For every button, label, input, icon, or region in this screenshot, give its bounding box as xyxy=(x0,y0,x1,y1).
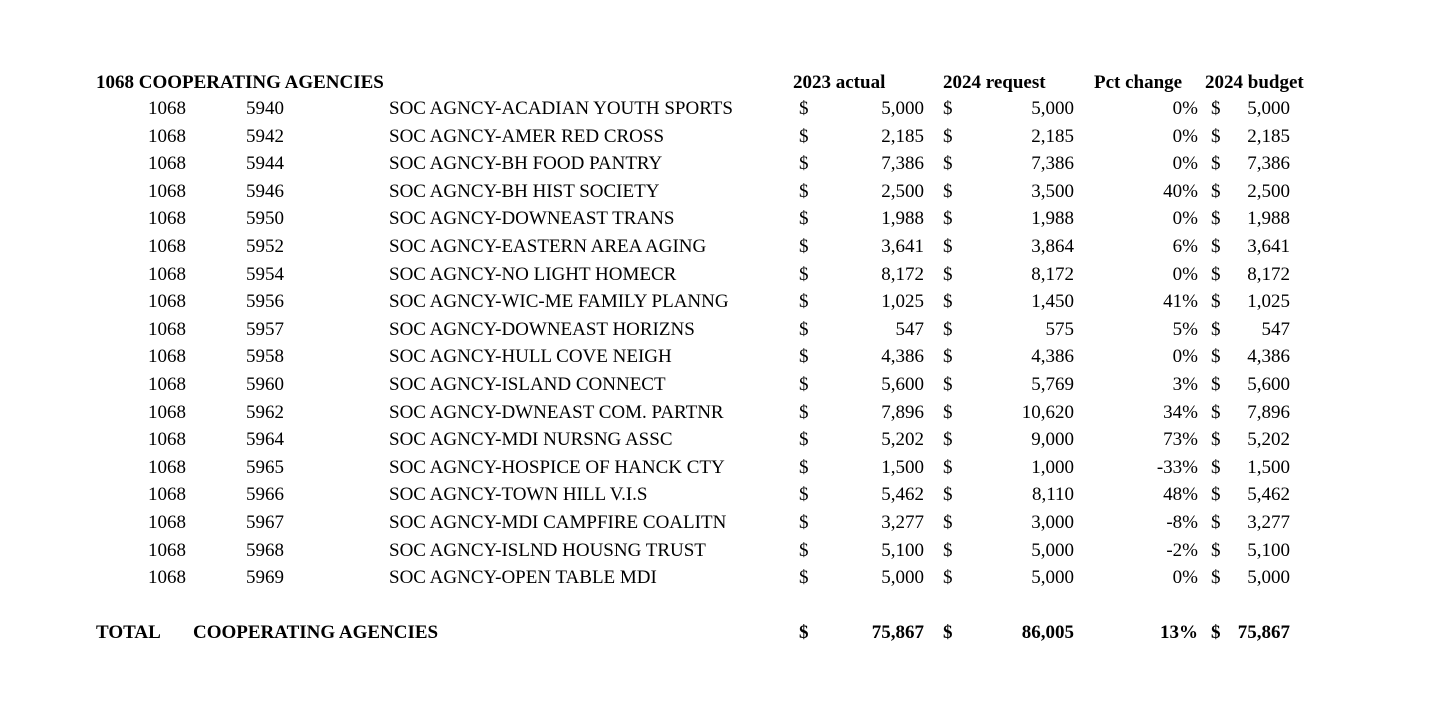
currency-symbol: $ xyxy=(799,180,809,202)
currency-symbol: $ xyxy=(799,98,809,119)
value-pct-change: 0% xyxy=(1172,208,1198,230)
table-row xyxy=(0,455,1456,481)
value-2024-budget: 4,386 xyxy=(1247,346,1290,368)
currency-symbol: $ xyxy=(799,401,809,423)
table-row xyxy=(0,510,1456,536)
value-2024-budget: 5,202 xyxy=(1247,429,1290,451)
value-2023-actual: 4,386 xyxy=(881,346,924,368)
table-row xyxy=(0,317,1456,343)
currency-symbol: $ xyxy=(799,208,809,230)
fund-number: 1068 xyxy=(148,346,186,368)
value-2024-budget: 5,000 xyxy=(1247,98,1290,119)
account-number: 5962 xyxy=(246,401,284,423)
agency-description: SOC AGNCY-MDI CAMPFIRE COALITN xyxy=(389,512,727,533)
account-number: 5958 xyxy=(246,346,284,368)
value-2024-request: 4,386 xyxy=(1031,346,1074,368)
value-pct-change: 73% xyxy=(1163,429,1198,451)
account-number: 5969 xyxy=(246,567,284,589)
currency-symbol: $ xyxy=(1211,98,1221,119)
currency-symbol: $ xyxy=(1211,622,1221,643)
currency-symbol: $ xyxy=(943,374,953,395)
value-2024-budget: 5,462 xyxy=(1247,484,1290,506)
currency-symbol: $ xyxy=(799,429,809,451)
currency-symbol: $ xyxy=(943,401,953,423)
currency-symbol: $ xyxy=(943,512,953,533)
currency-symbol: $ xyxy=(799,456,809,478)
value-2024-request: 1,450 xyxy=(1031,291,1074,313)
currency-symbol: $ xyxy=(799,346,809,368)
agency-description: SOC AGNCY-TOWN HILL V.I.S xyxy=(389,484,648,506)
account-number: 5950 xyxy=(246,208,284,230)
currency-symbol: $ xyxy=(1211,401,1221,423)
column-header-pct-change: Pct change xyxy=(1094,72,1183,93)
value-2024-request: 575 xyxy=(1045,318,1074,340)
table-row xyxy=(0,151,1456,177)
value-2023-actual: 5,100 xyxy=(881,539,924,561)
value-pct-change: 34% xyxy=(1163,401,1198,423)
total-pct-change: 13% xyxy=(1160,622,1198,643)
currency-symbol: $ xyxy=(799,125,809,147)
account-number: 5960 xyxy=(246,374,284,395)
total-2024-budget: 75,867 xyxy=(1237,622,1290,643)
account-number: 5942 xyxy=(246,125,284,147)
currency-symbol: $ xyxy=(943,346,953,368)
value-2024-budget: 547 xyxy=(1261,318,1290,340)
currency-symbol: $ xyxy=(1211,429,1221,451)
currency-symbol: $ xyxy=(799,539,809,561)
currency-symbol: $ xyxy=(943,125,953,147)
fund-number: 1068 xyxy=(148,208,186,230)
agency-description: SOC AGNCY-HOSPICE OF HANCK CTY xyxy=(389,456,725,478)
currency-symbol: $ xyxy=(799,622,809,643)
fund-number: 1068 xyxy=(148,291,186,313)
value-2023-actual: 5,000 xyxy=(881,567,924,589)
value-2024-request: 7,386 xyxy=(1031,153,1074,175)
value-2024-request: 5,000 xyxy=(1031,539,1074,561)
value-2023-actual: 3,641 xyxy=(881,236,924,257)
agency-description: SOC AGNCY-OPEN TABLE MDI xyxy=(389,567,657,589)
agency-description: SOC AGNCY-BH FOOD PANTRY xyxy=(389,153,663,175)
total-2023-actual: 75,867 xyxy=(871,622,924,643)
currency-symbol: $ xyxy=(1211,512,1221,533)
value-2023-actual: 1,988 xyxy=(881,208,924,230)
currency-symbol: $ xyxy=(799,512,809,533)
table-row xyxy=(0,262,1456,288)
value-pct-change: 0% xyxy=(1172,125,1198,147)
currency-symbol: $ xyxy=(1211,153,1221,175)
table-row xyxy=(0,427,1456,453)
currency-symbol: $ xyxy=(1211,318,1221,340)
value-pct-change: -2% xyxy=(1166,539,1198,561)
agency-description: SOC AGNCY-WIC-ME FAMILY PLANNG xyxy=(389,291,729,313)
table-row xyxy=(0,96,1456,122)
value-2024-request: 5,000 xyxy=(1031,98,1074,119)
value-2024-request: 1,000 xyxy=(1031,456,1074,478)
table-row xyxy=(0,234,1456,260)
value-2024-budget: 7,896 xyxy=(1247,401,1290,423)
value-2024-budget: 2,185 xyxy=(1247,125,1290,147)
value-2024-budget: 1,500 xyxy=(1247,456,1290,478)
agency-description: SOC AGNCY-EASTERN AREA AGING xyxy=(389,236,707,257)
table-row xyxy=(0,179,1456,205)
agency-description: SOC AGNCY-NO LIGHT HOMECR xyxy=(389,263,677,285)
value-pct-change: 3% xyxy=(1172,374,1198,395)
value-2023-actual: 5,202 xyxy=(881,429,924,451)
currency-symbol: $ xyxy=(943,291,953,313)
agency-description: SOC AGNCY-DWNEAST COM. PARTNR xyxy=(389,401,724,423)
table-row xyxy=(0,400,1456,426)
account-number: 5966 xyxy=(246,484,284,506)
agency-description: SOC AGNCY-AMER RED CROSS xyxy=(389,125,665,147)
account-number: 5968 xyxy=(246,539,284,561)
value-2024-request: 8,110 xyxy=(1031,484,1074,506)
agency-description: SOC AGNCY-BH HIST SOCIETY xyxy=(389,180,660,202)
account-number: 5967 xyxy=(246,512,284,533)
value-2024-budget: 5,600 xyxy=(1247,374,1290,395)
table-row xyxy=(0,538,1456,564)
fund-number: 1068 xyxy=(148,429,186,451)
value-2023-actual: 5,600 xyxy=(881,374,924,395)
column-header-2024-budget: 2024 budget xyxy=(1205,72,1304,93)
value-2023-actual: 1,025 xyxy=(881,291,924,313)
value-pct-change: 48% xyxy=(1163,484,1198,506)
currency-symbol: $ xyxy=(799,374,809,395)
agency-description: SOC AGNCY-ACADIAN YOUTH SPORTS xyxy=(389,98,733,119)
agency-description: SOC AGNCY-DOWNEAST HORIZNS xyxy=(389,318,695,340)
value-pct-change: -33% xyxy=(1156,456,1198,478)
total-row xyxy=(0,620,1456,646)
agency-description: SOC AGNCY-HULL COVE NEIGH xyxy=(389,346,672,368)
currency-symbol: $ xyxy=(799,318,809,340)
currency-symbol: $ xyxy=(799,263,809,285)
value-2024-request: 3,500 xyxy=(1031,180,1074,202)
currency-symbol: $ xyxy=(1211,125,1221,147)
currency-symbol: $ xyxy=(943,622,953,643)
value-2024-budget: 7,386 xyxy=(1247,153,1290,175)
currency-symbol: $ xyxy=(1211,346,1221,368)
currency-symbol: $ xyxy=(943,263,953,285)
currency-symbol: $ xyxy=(943,153,953,175)
fund-number: 1068 xyxy=(148,153,186,175)
value-2024-budget: 2,500 xyxy=(1247,180,1290,202)
value-pct-change: -8% xyxy=(1166,512,1198,533)
value-2024-budget: 5,000 xyxy=(1247,567,1290,589)
value-2024-request: 2,185 xyxy=(1031,125,1074,147)
value-2024-budget: 1,025 xyxy=(1247,291,1290,313)
column-header-2024-request: 2024 request xyxy=(943,72,1046,93)
fund-number: 1068 xyxy=(148,180,186,202)
value-pct-change: 0% xyxy=(1172,567,1198,589)
value-pct-change: 0% xyxy=(1172,263,1198,285)
table-header xyxy=(0,70,1456,96)
total-description: COOPERATING AGENCIES xyxy=(193,622,439,643)
account-number: 5964 xyxy=(246,429,284,451)
currency-symbol: $ xyxy=(943,456,953,478)
currency-symbol: $ xyxy=(1211,208,1221,230)
account-number: 5956 xyxy=(246,291,284,313)
agency-description: SOC AGNCY-ISLAND CONNECT xyxy=(389,374,666,395)
value-2024-budget: 8,172 xyxy=(1247,263,1290,285)
value-2024-request: 8,172 xyxy=(1031,263,1074,285)
fund-number: 1068 xyxy=(148,125,186,147)
value-2024-request: 3,000 xyxy=(1031,512,1074,533)
currency-symbol: $ xyxy=(1211,236,1221,257)
fund-number: 1068 xyxy=(148,318,186,340)
currency-symbol: $ xyxy=(943,484,953,506)
value-2023-actual: 7,896 xyxy=(881,401,924,423)
value-2023-actual: 3,277 xyxy=(881,512,924,533)
column-header-2023-actual: 2023 actual xyxy=(793,72,886,93)
agency-description: SOC AGNCY-MDI NURSNG ASSC xyxy=(389,429,673,451)
value-2024-budget: 1,988 xyxy=(1247,208,1290,230)
currency-symbol: $ xyxy=(799,484,809,506)
currency-symbol: $ xyxy=(799,291,809,313)
account-number: 5940 xyxy=(246,98,284,119)
agency-description: SOC AGNCY-ISLND HOUSNG TRUST xyxy=(389,539,706,561)
account-number: 5952 xyxy=(246,236,284,257)
value-pct-change: 0% xyxy=(1172,153,1198,175)
value-2024-budget: 3,277 xyxy=(1247,512,1290,533)
currency-symbol: $ xyxy=(799,567,809,589)
value-pct-change: 0% xyxy=(1172,98,1198,119)
currency-symbol: $ xyxy=(943,98,953,119)
currency-symbol: $ xyxy=(1211,484,1221,506)
table-row xyxy=(0,124,1456,150)
currency-symbol: $ xyxy=(943,236,953,257)
agency-description: SOC AGNCY-DOWNEAST TRANS xyxy=(389,208,675,230)
fund-number: 1068 xyxy=(148,401,186,423)
currency-symbol: $ xyxy=(799,153,809,175)
value-2024-request: 5,769 xyxy=(1031,374,1074,395)
currency-symbol: $ xyxy=(1211,263,1221,285)
value-2024-budget: 3,641 xyxy=(1247,236,1290,257)
currency-symbol: $ xyxy=(1211,539,1221,561)
fund-number: 1068 xyxy=(148,374,186,395)
fund-number: 1068 xyxy=(148,539,186,561)
currency-symbol: $ xyxy=(1211,180,1221,202)
value-2024-request: 1,988 xyxy=(1031,208,1074,230)
value-2023-actual: 2,185 xyxy=(881,125,924,147)
currency-symbol: $ xyxy=(1211,456,1221,478)
fund-number: 1068 xyxy=(148,567,186,589)
value-2023-actual: 2,500 xyxy=(881,180,924,202)
currency-symbol: $ xyxy=(1211,567,1221,589)
value-2024-budget: 5,100 xyxy=(1247,539,1290,561)
table-row xyxy=(0,344,1456,370)
currency-symbol: $ xyxy=(943,429,953,451)
currency-symbol: $ xyxy=(943,180,953,202)
value-2024-request: 5,000 xyxy=(1031,567,1074,589)
value-2023-actual: 7,386 xyxy=(881,153,924,175)
value-2024-request: 9,000 xyxy=(1031,429,1074,451)
account-number: 5944 xyxy=(246,153,284,175)
value-2024-request: 3,864 xyxy=(1031,236,1074,257)
value-2023-actual: 8,172 xyxy=(881,263,924,285)
fund-number: 1068 xyxy=(148,456,186,478)
fund-number: 1068 xyxy=(148,512,186,533)
currency-symbol: $ xyxy=(1211,291,1221,313)
account-number: 5965 xyxy=(246,456,284,478)
total-2024-request: 86,005 xyxy=(1021,622,1074,643)
value-pct-change: 5% xyxy=(1172,318,1198,340)
value-pct-change: 6% xyxy=(1172,236,1198,257)
table-row xyxy=(0,289,1456,315)
account-number: 5954 xyxy=(246,263,284,285)
currency-symbol: $ xyxy=(1211,374,1221,395)
value-pct-change: 0% xyxy=(1172,346,1198,368)
table-row xyxy=(0,482,1456,508)
currency-symbol: $ xyxy=(943,539,953,561)
currency-symbol: $ xyxy=(943,318,953,340)
table-row xyxy=(0,372,1456,398)
value-2023-actual: 1,500 xyxy=(881,456,924,478)
account-number: 5957 xyxy=(246,318,284,340)
value-pct-change: 41% xyxy=(1163,291,1198,313)
currency-symbol: $ xyxy=(799,236,809,257)
value-2023-actual: 547 xyxy=(895,318,924,340)
account-number: 5946 xyxy=(246,180,284,202)
fund-number: 1068 xyxy=(148,263,186,285)
value-2024-request: 10,620 xyxy=(1021,401,1074,423)
table-row xyxy=(0,565,1456,591)
currency-symbol: $ xyxy=(943,208,953,230)
table-title: 1068 COOPERATING AGENCIES xyxy=(96,72,384,93)
currency-symbol: $ xyxy=(943,567,953,589)
value-pct-change: 40% xyxy=(1163,180,1198,202)
fund-number: 1068 xyxy=(148,484,186,506)
value-2023-actual: 5,462 xyxy=(881,484,924,506)
value-2023-actual: 5,000 xyxy=(881,98,924,119)
fund-number: 1068 xyxy=(148,98,186,119)
table-row xyxy=(0,206,1456,232)
total-label: TOTAL xyxy=(96,622,161,643)
fund-number: 1068 xyxy=(148,236,186,257)
